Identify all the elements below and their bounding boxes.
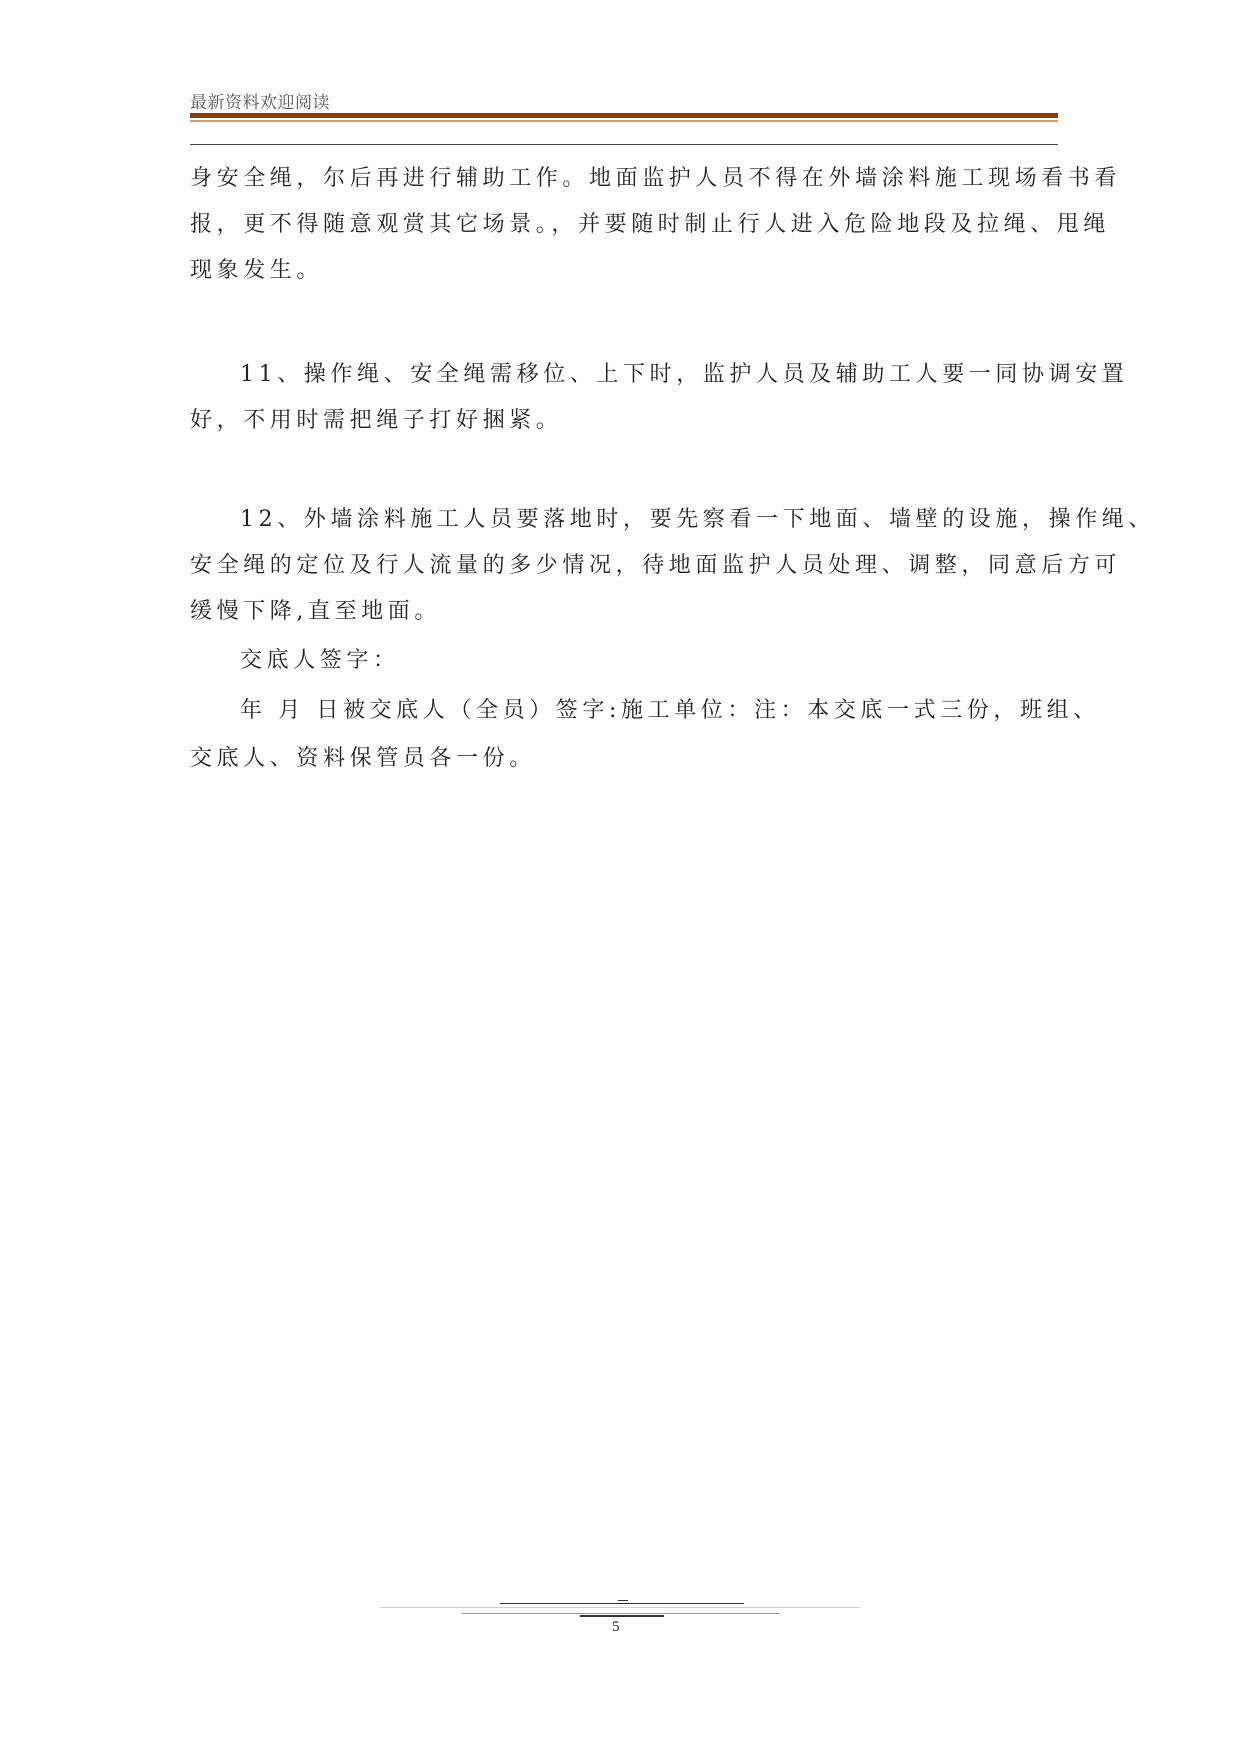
paragraph-3-line-2: 安全绳的定位及行人流量的多少情况，待地面监护人员处理、调整，同意后方可: [190, 553, 1122, 578]
paragraph-1-line-2: 报，更不得随意观赏其它场景。，并要随时制止行人进入危险地段及拉绳、甩绳: [190, 212, 1111, 237]
header-rule-thin: [190, 120, 1058, 122]
paragraph-3-line-3: 缓慢下降,直至地面。: [190, 599, 441, 624]
paragraph-2-line-2: 好，不用时需把绳子打好捆紧。: [190, 408, 563, 433]
header-rule-body: [190, 144, 1058, 145]
paragraph-3-line-1: 12、外墙涂料施工人员要落地时，要先察看一下地面、墙壁的设施，操作绳、: [240, 507, 1155, 532]
footer-rule-gray: [462, 1613, 780, 1614]
footer-rule-short: [580, 1615, 664, 1617]
paragraph-5-line-1: 年 月 日被交底人（全员）签字:施工单位：注：本交底一式三份，班组、: [240, 698, 1100, 723]
paragraph-1-line-1: 身安全绳，尔后再进行辅助工作。地面监护人员不得在外墙涂料施工现场看书看: [190, 166, 1122, 191]
running-header: 最新资料欢迎阅读: [190, 93, 330, 113]
header-rule-thick: [190, 113, 1058, 118]
footer-rule-light: [380, 1607, 860, 1608]
page-number: 5: [612, 1619, 620, 1635]
paragraph-1-line-3: 现象发生。: [190, 258, 324, 283]
footer-rule-mark: [618, 1600, 628, 1601]
paragraph-5-line-2: 交底人、资料保管员各一份。: [190, 746, 536, 771]
paragraph-2-line-1: 11、操作绳、安全绳需移位、上下时，监护人员及辅助工人要一同协调安置: [240, 362, 1129, 387]
signature-label: 交底人签字：: [240, 648, 400, 673]
footer-rule-dark: [500, 1603, 744, 1604]
